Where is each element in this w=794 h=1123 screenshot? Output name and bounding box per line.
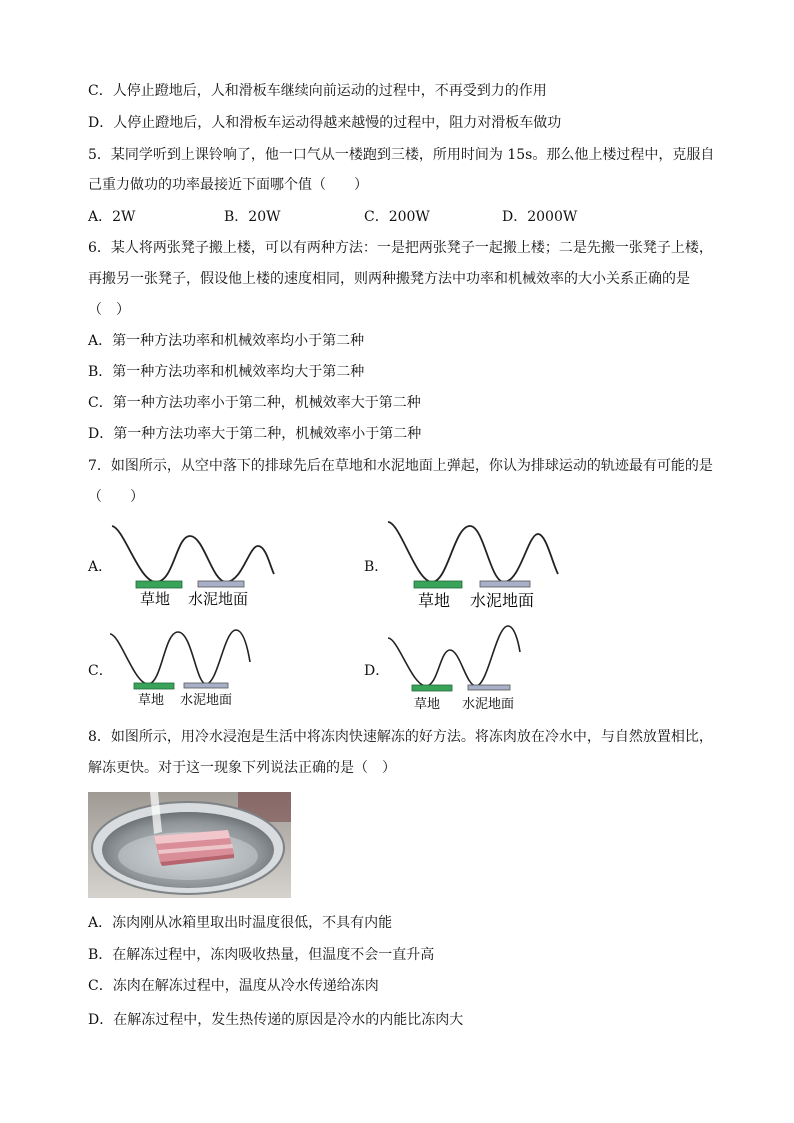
q6-option-c: C．第一种方法功率小于第二种，机械效率大于第二种 [88,395,421,411]
cement-label: 水泥地面 [180,693,233,708]
q5-stem-line2: 己重力做功的功率最接近下面哪个值（ ） [88,177,368,193]
cement-strip [198,581,244,587]
trajectory-figure-a [104,518,284,610]
grass-strip [136,581,182,588]
grass-label: 草地 [138,693,165,708]
q5-option-d: D．2000W [502,209,578,225]
grass-strip [134,683,174,689]
trajectory-figure-d [380,622,530,714]
q6-stem-line3: （ ） [88,302,130,318]
q7-stem-line1: 7．如图所示，从空中落下的排球先后在草地和水泥地面上弹起，你认为排球运动的轨迹最有可能的是 [88,458,713,474]
trajectory-curve-d [388,626,520,686]
q6-option-a: A．第一种方法功率和机械效率均小于第二种 [88,333,365,349]
cement-strip [480,581,530,587]
grass-strip [414,581,462,588]
q5-option-a: A．2W [88,209,136,225]
trajectory-curve-b [388,522,558,582]
cement-label: 水泥地面 [462,697,515,712]
fig-label-a: A． [88,559,113,575]
cement-label: 水泥地面 [470,591,535,610]
fig-label-b: B． [364,559,389,575]
grass-label: 草地 [418,591,451,610]
q4-option-c: C．人停止蹬地后，人和滑板车继续向前运动的过程中，不再受到力的作用 [88,83,547,99]
q6-option-d: D．第一种方法功率大于第二种，机械效率小于第二种 [88,426,422,442]
frozen-meat-photo [88,792,291,898]
fig-label-c: C． [88,663,113,679]
q5-options [88,206,708,226]
q8-stem-line2: 解冻更快。对于这一现象下列说法正确的是（ ） [88,760,396,776]
q6-stem-line2: 再搬另一张凳子，假设他上楼的速度相同，则两种搬凳方法中功率和机械效率的大小关系正确的是 [88,271,690,287]
q8-option-c: C．冻肉在解冻过程中，温度从冷水传递给冻肉 [88,978,379,994]
trajectory-figure-c [104,626,254,712]
q7-stem-line2: （ ） [88,489,144,505]
q5-stem-line1: 5．某同学听到上课铃响了，他一口气从一楼跑到三楼，所用时间为 15s。那么他上楼过程中，克服自 [88,147,715,163]
grass-label: 草地 [140,590,171,608]
q5-option-c: C．200W [364,209,430,225]
trajectory-curve-a [112,526,274,582]
q4-option-d: D．人停止蹬地后，人和滑板车运动得越来越慢的过程中，阻力对滑板车做功 [88,115,562,131]
q6-stem-line1: 6．某人将两张凳子搬上楼，可以有两种方法：一是把两张凳子一起搬上楼；二是先搬一张凳子上楼， [88,240,713,256]
grass-label: 草地 [414,697,441,712]
trajectory-figure-b [380,514,565,610]
grass-strip [412,685,452,691]
trajectory-curve-c [110,630,250,684]
q8-stem-line1: 8．如图所示，用冷水浸泡是生活中将冻肉快速解冻的好方法。将冻肉放在冷水中，与自然放置相比， [88,729,713,745]
fig-label-d: D． [364,663,390,679]
q5-option-b: B．20W [224,209,281,225]
q8-option-d: D．在解冻过程中，发生热传递的原因是冷水的内能比冻肉大 [88,1012,464,1028]
q8-option-b: B．在解冻过程中，冻肉吸收热量，但温度不会一直升高 [88,947,435,963]
q6-option-b: B．第一种方法功率和机械效率均大于第二种 [88,364,365,380]
cement-strip [468,685,510,690]
cement-strip [184,683,228,688]
q8-option-a: A．冻肉刚从冰箱里取出时温度很低，不具有内能 [88,915,393,931]
cement-label: 水泥地面 [188,590,249,608]
